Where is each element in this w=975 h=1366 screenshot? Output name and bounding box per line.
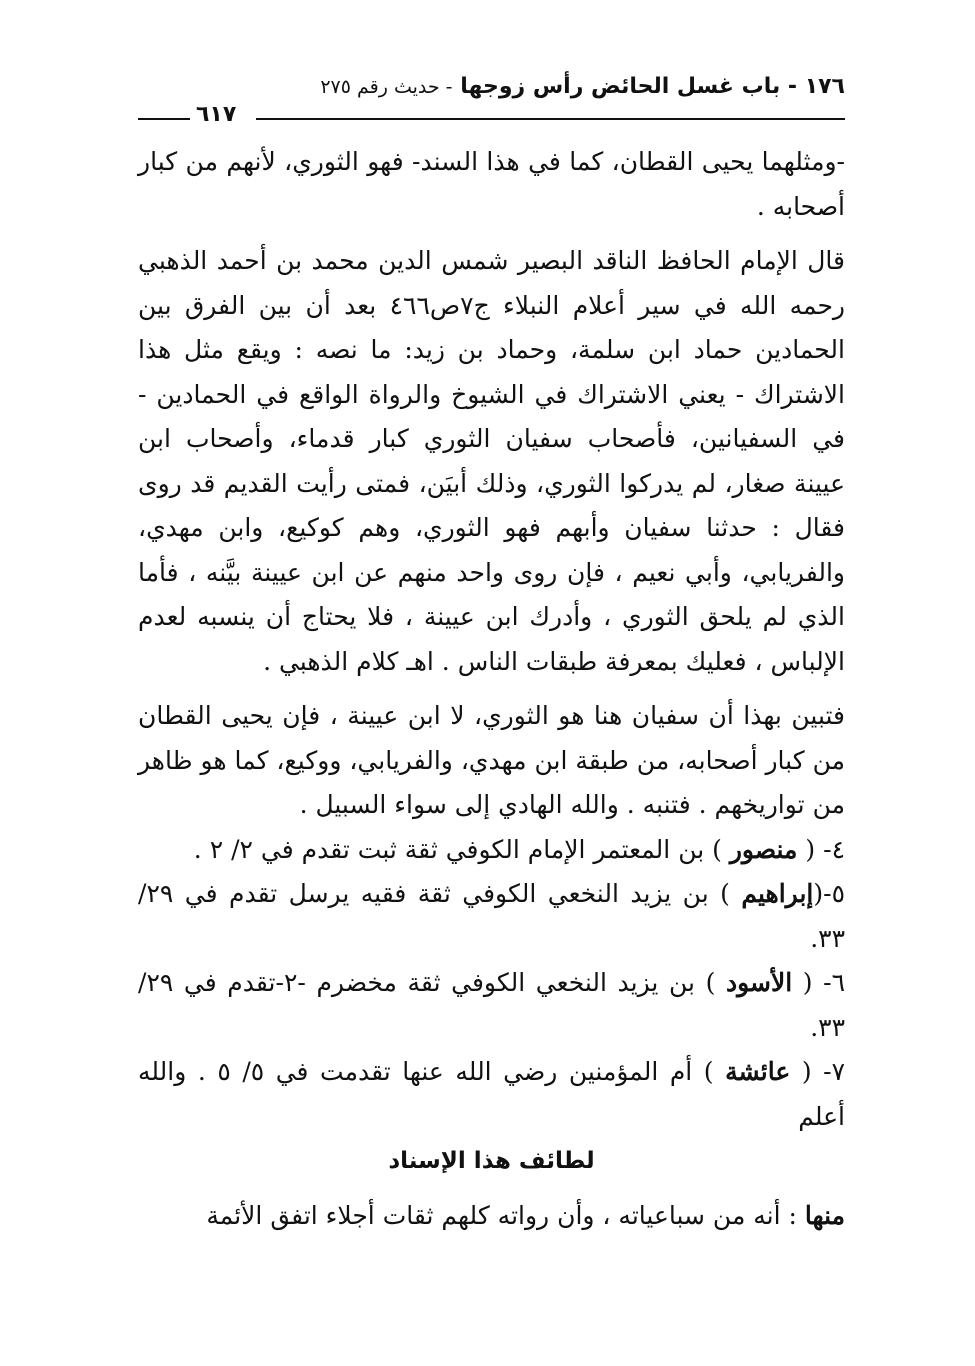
header-rule-left <box>138 118 190 120</box>
narrator-name: إبراهيم <box>741 879 814 908</box>
chapter-title: ١٧٦ - باب غسل الحائض رأس زوجها <box>460 74 845 99</box>
narrator-name: الأسود <box>725 968 793 997</box>
narrator-name: عائشة <box>725 1057 791 1086</box>
narrator-7: ٧- ( عائشة ) أم المؤمنين رضي الله عنها تقدمت في ٥/ ٥ . والله أعلم <box>138 1057 846 1131</box>
closing-lead: منها <box>804 1200 845 1230</box>
narrator-6: ٦- ( الأسود ) بن يزيد النخعي الكوفي ثقة مخضرم -٢-تقدم في ٢٩/ ٣٣. <box>138 968 846 1042</box>
narrator-name: منصور <box>729 834 798 864</box>
paragraph-2: قال الإمام الحافظ الناقد البصير شمس الدين محمد بن أحمد الذهبي رحمه الله في سير أعلام النبلاء ج٧ص٤٦٦ بعد أن بين الفرق بين الحمادين حماد ابن سلمة، وحماد بن زيد: ما نصه : ويقع مثل هذا الاشتراك - يعني الاشتراك في الشيوخ والرواة الواقع في الحمادين - في السفيانين، فأصحاب سفيان الثوري كبار قدماء، وأصحاب ابن عيينة صغار، لم يدركوا الثوري، وذلك أبيَن، فمتى رأيت القديم قد روى فقال : حدثنا سفيان وأبهم فهو الثوري، وهم كوكيع، وابن مهدي، والفريابي، وأبي نعيم ، فإن روى واحد منهم عن ابن عيينة بيَّنه ، فأما الذي لم يلحق الثوري ، وأدرك ابن عيينة ، فلا يحتاج أن ينسبه لعدم الإلباس ، فعليك بمعرفة طبقات الناس . اهـ كلام الذهبي . <box>138 246 845 676</box>
paragraph-3: فتبين بهذا أن سفيان هنا هو الثوري، لا ابن عيينة ، فإن يحيى القطان من كبار أصحابه، من طبقة ابن مهدي، والفريابي، ووكيع، كما هو ظاهر من تواريخهم . فتنبه . والله الهادي إلى سواء السبيل . <box>138 701 845 819</box>
section-heading: لطائف هذا الإسناد <box>388 1148 595 1174</box>
narrator-5: ٥-(إبراهيم ) بن يزيد النخعي الكوفي ثقة فقيه يرسل تقدم في ٢٩/ ٣٣. <box>138 879 845 953</box>
page-number: ٦١٧ <box>196 102 237 127</box>
hadith-number: - حديث رقم ٢٧٥ <box>320 76 453 98</box>
body-text <box>138 140 845 1238</box>
header-rule <box>256 118 845 120</box>
running-title <box>320 74 845 99</box>
page-header <box>138 68 845 126</box>
paragraph-1: -ومثلهما يحيى القطان، كما في هذا السند- فهو الثوري، لأنهم من كبار أصحابه . <box>138 147 845 221</box>
narrator-4: ٤- ( منصور ) بن المعتمر الإمام الكوفي ثقة ثبت تقدم في ٢/ ٢ . <box>193 834 845 864</box>
closing-paragraph: منها : أنه من سباعياته ، وأن رواته كلهم ثقات أجلاء اتفق الأئمة <box>206 1200 845 1230</box>
